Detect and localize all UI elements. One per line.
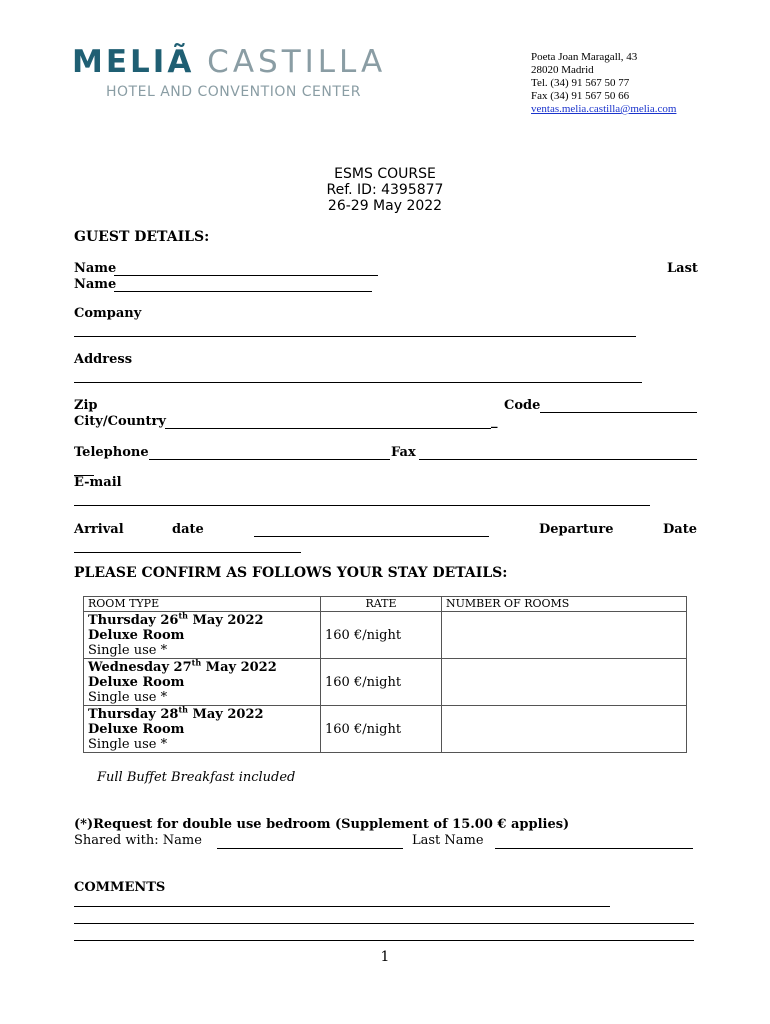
hotel-address — [531, 51, 676, 116]
rooms-count-cell[interactable] — [442, 659, 687, 706]
col-rate: RATE — [321, 597, 442, 612]
arrival-date-label: date — [172, 522, 204, 537]
fax-label: Fax — [391, 445, 416, 460]
table-row — [84, 659, 687, 706]
arrival-label: Arrival — [74, 522, 124, 537]
sales-email-link[interactable]: ventas.melia.castilla@melia.com — [531, 103, 677, 115]
shared-name-field[interactable] — [217, 848, 403, 849]
course-ref: Ref. ID: 4395877 — [326, 182, 444, 198]
logo-subtitle: HOTEL AND CONVENTION CENTER — [106, 84, 361, 100]
room-type-cell — [84, 612, 321, 659]
email-field[interactable] — [74, 505, 650, 506]
stay-date: Thursday 26th May 2022 — [88, 610, 264, 628]
last-name-label: Name — [74, 277, 117, 292]
code-label: Code — [504, 398, 541, 413]
address-city: 28020 Madrid — [531, 64, 594, 76]
shared-last-name-label: Last Name — [412, 833, 484, 848]
company-field[interactable] — [74, 336, 636, 337]
last-label: Last — [667, 261, 698, 276]
logo-castilla-text: CASTILLA — [207, 44, 387, 80]
rooms-table — [83, 596, 687, 753]
address-phone: Tel. (34) 91 567 50 77 — [531, 77, 630, 89]
rate-cell: 160 €/night — [321, 659, 442, 706]
rooms-count-cell[interactable] — [442, 612, 687, 659]
address-label: Address — [74, 352, 133, 367]
rate-cell: 160 €/night — [321, 706, 442, 753]
room-name: Deluxe Room — [88, 721, 185, 737]
logo-melia-text: MELIÃ — [72, 44, 195, 80]
rate-cell: 160 €/night — [321, 612, 442, 659]
guest-details-heading: GUEST DETAILS: — [74, 229, 210, 245]
rooms-count-cell[interactable] — [442, 706, 687, 753]
zip-label: Zip — [74, 398, 98, 413]
departure-date-label: Date — [663, 522, 697, 537]
comments-line-2[interactable] — [74, 923, 694, 924]
address-street: Poeta Joan Maragall, 43 — [531, 51, 638, 63]
room-type-cell — [84, 659, 321, 706]
stay-date: Thursday 28th May 2022 — [88, 704, 264, 722]
telephone-label: Telephone — [74, 445, 149, 460]
company-label: Company — [74, 306, 142, 321]
course-dates: 26-29 May 2022 — [327, 198, 443, 214]
col-room-type: ROOM TYPE — [84, 597, 321, 612]
room-name: Deluxe Room — [88, 627, 185, 643]
address-field[interactable] — [74, 382, 642, 383]
address-fax: Fax (34) 91 567 50 66 — [531, 90, 630, 102]
double-use-request: (*)Request for double use bedroom (Supplement of 15.00 € applies) — [74, 817, 570, 832]
arrival-date-field[interactable] — [254, 536, 489, 537]
room-use: Single use * — [88, 642, 168, 658]
breakfast-note: Full Buffet Breakfast included — [97, 770, 296, 785]
table-header-row — [84, 597, 687, 612]
city-country-label: City/Country — [74, 414, 166, 429]
room-use: Single use * — [88, 689, 168, 705]
shared-name-label: Shared with: Name — [74, 833, 202, 848]
comments-line-3[interactable] — [74, 940, 694, 941]
departure-label: Departure — [539, 522, 614, 537]
stay-details-heading: PLEASE CONFIRM AS FOLLOWS YOUR STAY DETAILS: — [74, 565, 508, 581]
col-number-of-rooms: NUMBER OF ROOMS — [442, 597, 687, 612]
table-row — [84, 706, 687, 753]
comments-line-1[interactable] — [74, 906, 610, 907]
comments-label: COMMENTS — [74, 880, 166, 895]
room-use: Single use * — [88, 736, 168, 752]
page-number: 1 — [380, 949, 390, 965]
name-label: Name — [74, 261, 117, 276]
stay-date: Wednesday 27th May 2022 — [88, 657, 277, 675]
telephone-field[interactable] — [149, 459, 390, 460]
course-title: ESMS COURSE — [334, 166, 436, 182]
shared-last-name-field[interactable] — [495, 848, 693, 849]
name-field[interactable] — [114, 275, 378, 276]
course-info — [0, 166, 770, 214]
city-country-field[interactable] — [165, 428, 491, 429]
last-name-field[interactable] — [114, 291, 372, 292]
room-name: Deluxe Room — [88, 674, 185, 690]
zip-code-field[interactable] — [540, 412, 697, 413]
table-row — [84, 612, 687, 659]
hotel-logo — [72, 44, 386, 80]
fax-field[interactable] — [419, 459, 697, 460]
departure-date-field[interactable] — [74, 552, 301, 553]
email-label: E-mail — [74, 475, 122, 490]
room-type-cell — [84, 706, 321, 753]
city-field-tail: _ — [491, 414, 498, 429]
